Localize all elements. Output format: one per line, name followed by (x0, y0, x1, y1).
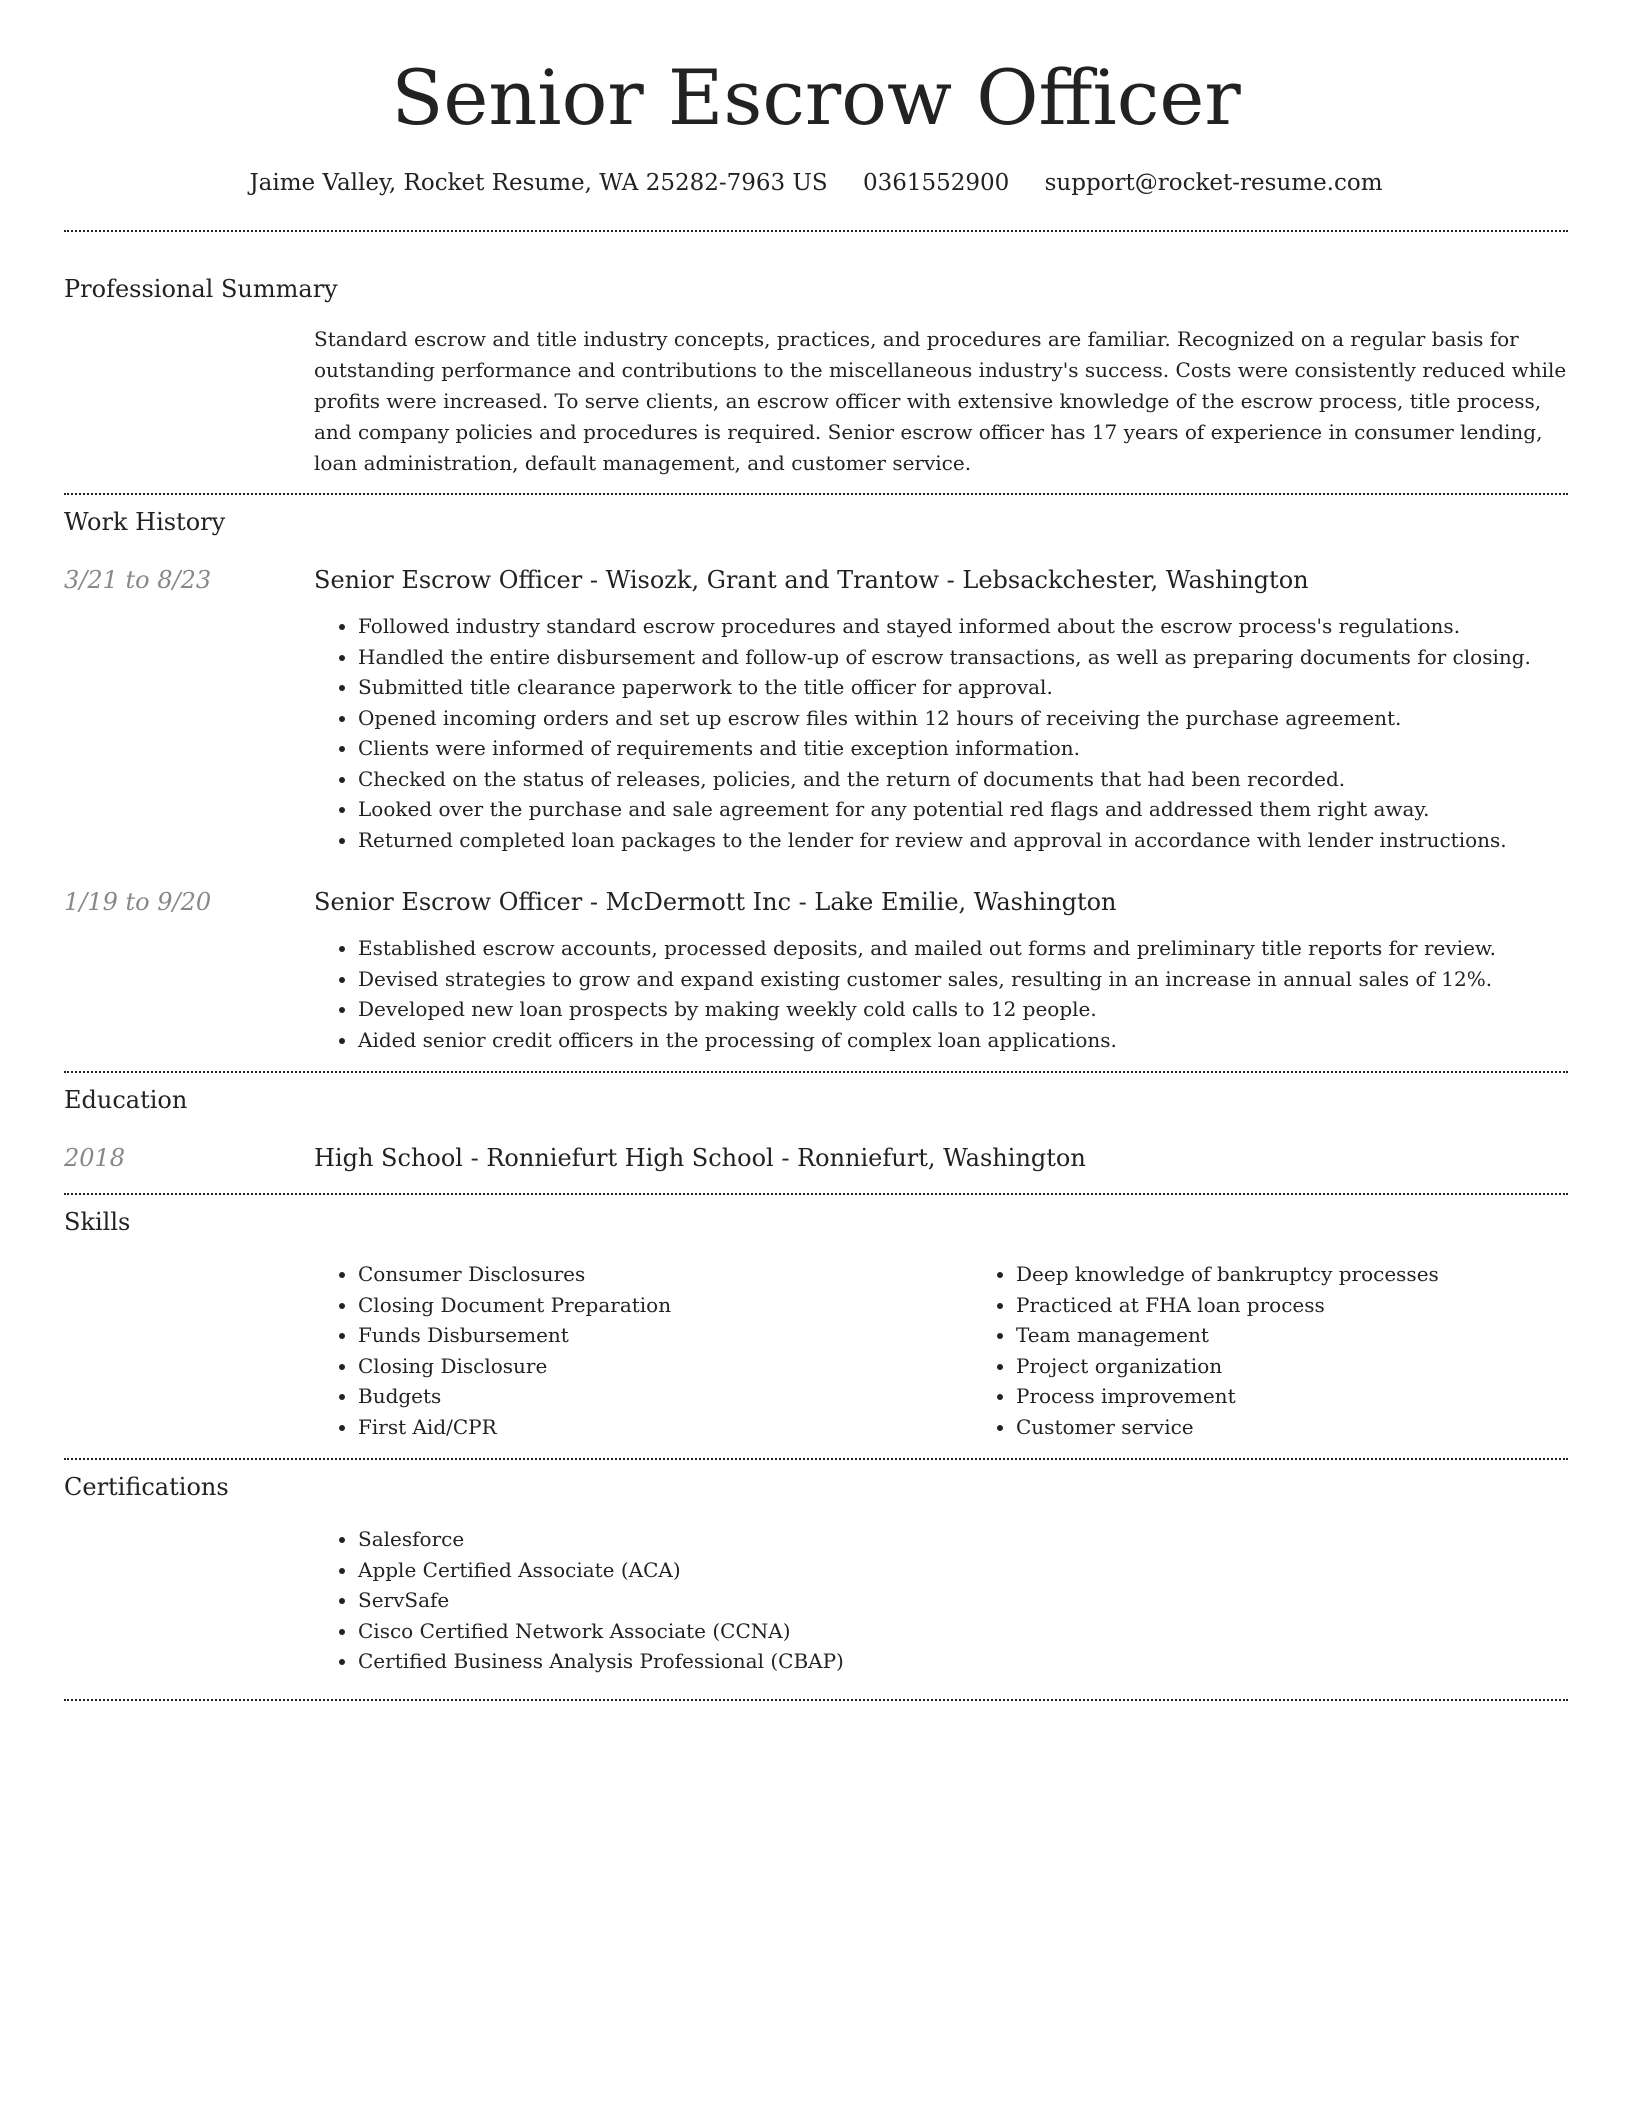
list-item: • Process improvement (1016, 1381, 1630, 1412)
list-item: • Budgets (358, 1381, 972, 1412)
list-item: • Looked over the purchase and sale agreement for any potential red flags and addressed them right away. (358, 794, 1568, 825)
divider (64, 493, 1568, 495)
skills-list-right (972, 1259, 1630, 1442)
list-item: • Followed industry standard escrow procedures and stayed informed about the escrow process's regulations. (358, 611, 1568, 642)
divider (64, 230, 1568, 232)
list-item: • Salesforce (358, 1524, 1568, 1555)
list-item: • First Aid/CPR (358, 1412, 972, 1443)
list-item: • Funds Disbursement (358, 1320, 972, 1351)
list-item: • Checked on the status of releases, policies, and the return of documents that had been recorded. (358, 764, 1568, 795)
divider (64, 1071, 1568, 1073)
job-entry (64, 887, 1568, 1055)
job-heading: Senior Escrow Officer - McDermott Inc - Lake Emilie, Washington (314, 888, 1117, 916)
list-item: • Closing Disclosure (358, 1351, 972, 1382)
list-item: • Deep knowledge of bankruptcy processes (1016, 1259, 1630, 1290)
education-heading: High School - Ronniefurt High School - Ronniefurt, Washington (314, 1144, 1086, 1172)
list-item: • Consumer Disclosures (358, 1259, 972, 1290)
list-item: • ServSafe (358, 1585, 1568, 1616)
work-section (64, 507, 1568, 1055)
list-item: • Cisco Certified Network Associate (CCNA) (358, 1616, 1568, 1647)
certifications-spacer (64, 1524, 314, 1677)
education-entry (64, 1143, 1568, 1173)
skills-section (64, 1207, 1568, 1442)
divider (64, 1699, 1568, 1701)
resume-name: Senior Escrow Officer (391, 53, 1241, 142)
summary-text: Standard escrow and title industry concepts, practices, and procedures are familiar. Recognized on a regular basis for outstanding performance and contributions to the miscellaneous industry's success. Costs were consistently reduced while profits were increased. To serve clients, an escrow officer with extensive knowledge of the escrow process, title process, and company policies and procedures is required. Senior escrow officer has 17 years of experience in consumer lending, loan administration, default management, and customer service. (314, 327, 1567, 475)
list-item: • Opened incoming orders and set up escrow files within 12 hours of receiving the purchase agreement. (358, 703, 1568, 734)
list-item: • Returned completed loan packages to the lender for review and approval in accordance with lender instructions. (358, 825, 1568, 856)
job-bullets (314, 933, 1568, 1055)
list-item: • Submitted title clearance paperwork to the title officer for approval. (358, 672, 1568, 703)
list-item: • Devised strategies to grow and expand existing customer sales, resulting in an increase in annual sales of 12%. (358, 964, 1568, 995)
resume-page (64, 0, 1568, 1701)
list-item: • Project organization (1016, 1351, 1630, 1382)
summary-section (64, 274, 1568, 479)
list-item: • Team management (1016, 1320, 1630, 1351)
summary-title: Professional Summary (64, 275, 338, 303)
education-year: 2018 (64, 1144, 126, 1172)
job-heading: Senior Escrow Officer - Wisozk, Grant and Trantow - Lebsackchester, Washington (314, 566, 1309, 594)
job-dates: 3/21 to 8/23 (64, 566, 212, 594)
certifications-section (64, 1472, 1568, 1677)
list-item: • Customer service (1016, 1412, 1630, 1443)
contact-phone: 0361552900 (862, 170, 1010, 196)
work-title: Work History (64, 508, 226, 536)
contact-email: support@rocket-resume.com (1044, 170, 1383, 196)
contact-address: Jaime Valley, Rocket Resume, WA 25282-7963 US (249, 170, 828, 196)
list-item: • Clients were informed of requirements and titie exception information. (358, 733, 1568, 764)
list-item: • Practiced at FHA loan process (1016, 1290, 1630, 1321)
skills-list-left (314, 1259, 972, 1442)
job-entry (64, 565, 1568, 855)
summary-spacer (64, 324, 314, 479)
job-dates: 1/19 to 9/20 (64, 888, 212, 916)
list-item: • Certified Business Analysis Professional (CBAP) (358, 1646, 1568, 1677)
list-item: • Aided senior credit officers in the processing of complex loan applications. (358, 1025, 1568, 1056)
list-item: • Established escrow accounts, processed deposits, and mailed out forms and preliminary title reports for review. (358, 933, 1568, 964)
divider (64, 1458, 1568, 1460)
list-item: • Handled the entire disbursement and follow-up of escrow transactions, as well as preparing documents for closing. (358, 642, 1568, 673)
list-item: • Developed new loan prospects by making weekly cold calls to 12 people. (358, 994, 1568, 1025)
list-item: • Closing Document Preparation (358, 1290, 972, 1321)
divider (64, 1193, 1568, 1195)
list-item: • Apple Certified Associate (ACA) (358, 1555, 1568, 1586)
certifications-list (314, 1524, 1568, 1677)
education-title: Education (64, 1086, 188, 1114)
certifications-title: Certifications (64, 1473, 229, 1501)
skills-title: Skills (64, 1208, 131, 1236)
job-bullets (314, 611, 1568, 855)
education-section (64, 1085, 1568, 1173)
contact-line (64, 168, 1568, 198)
skills-spacer (64, 1259, 314, 1442)
